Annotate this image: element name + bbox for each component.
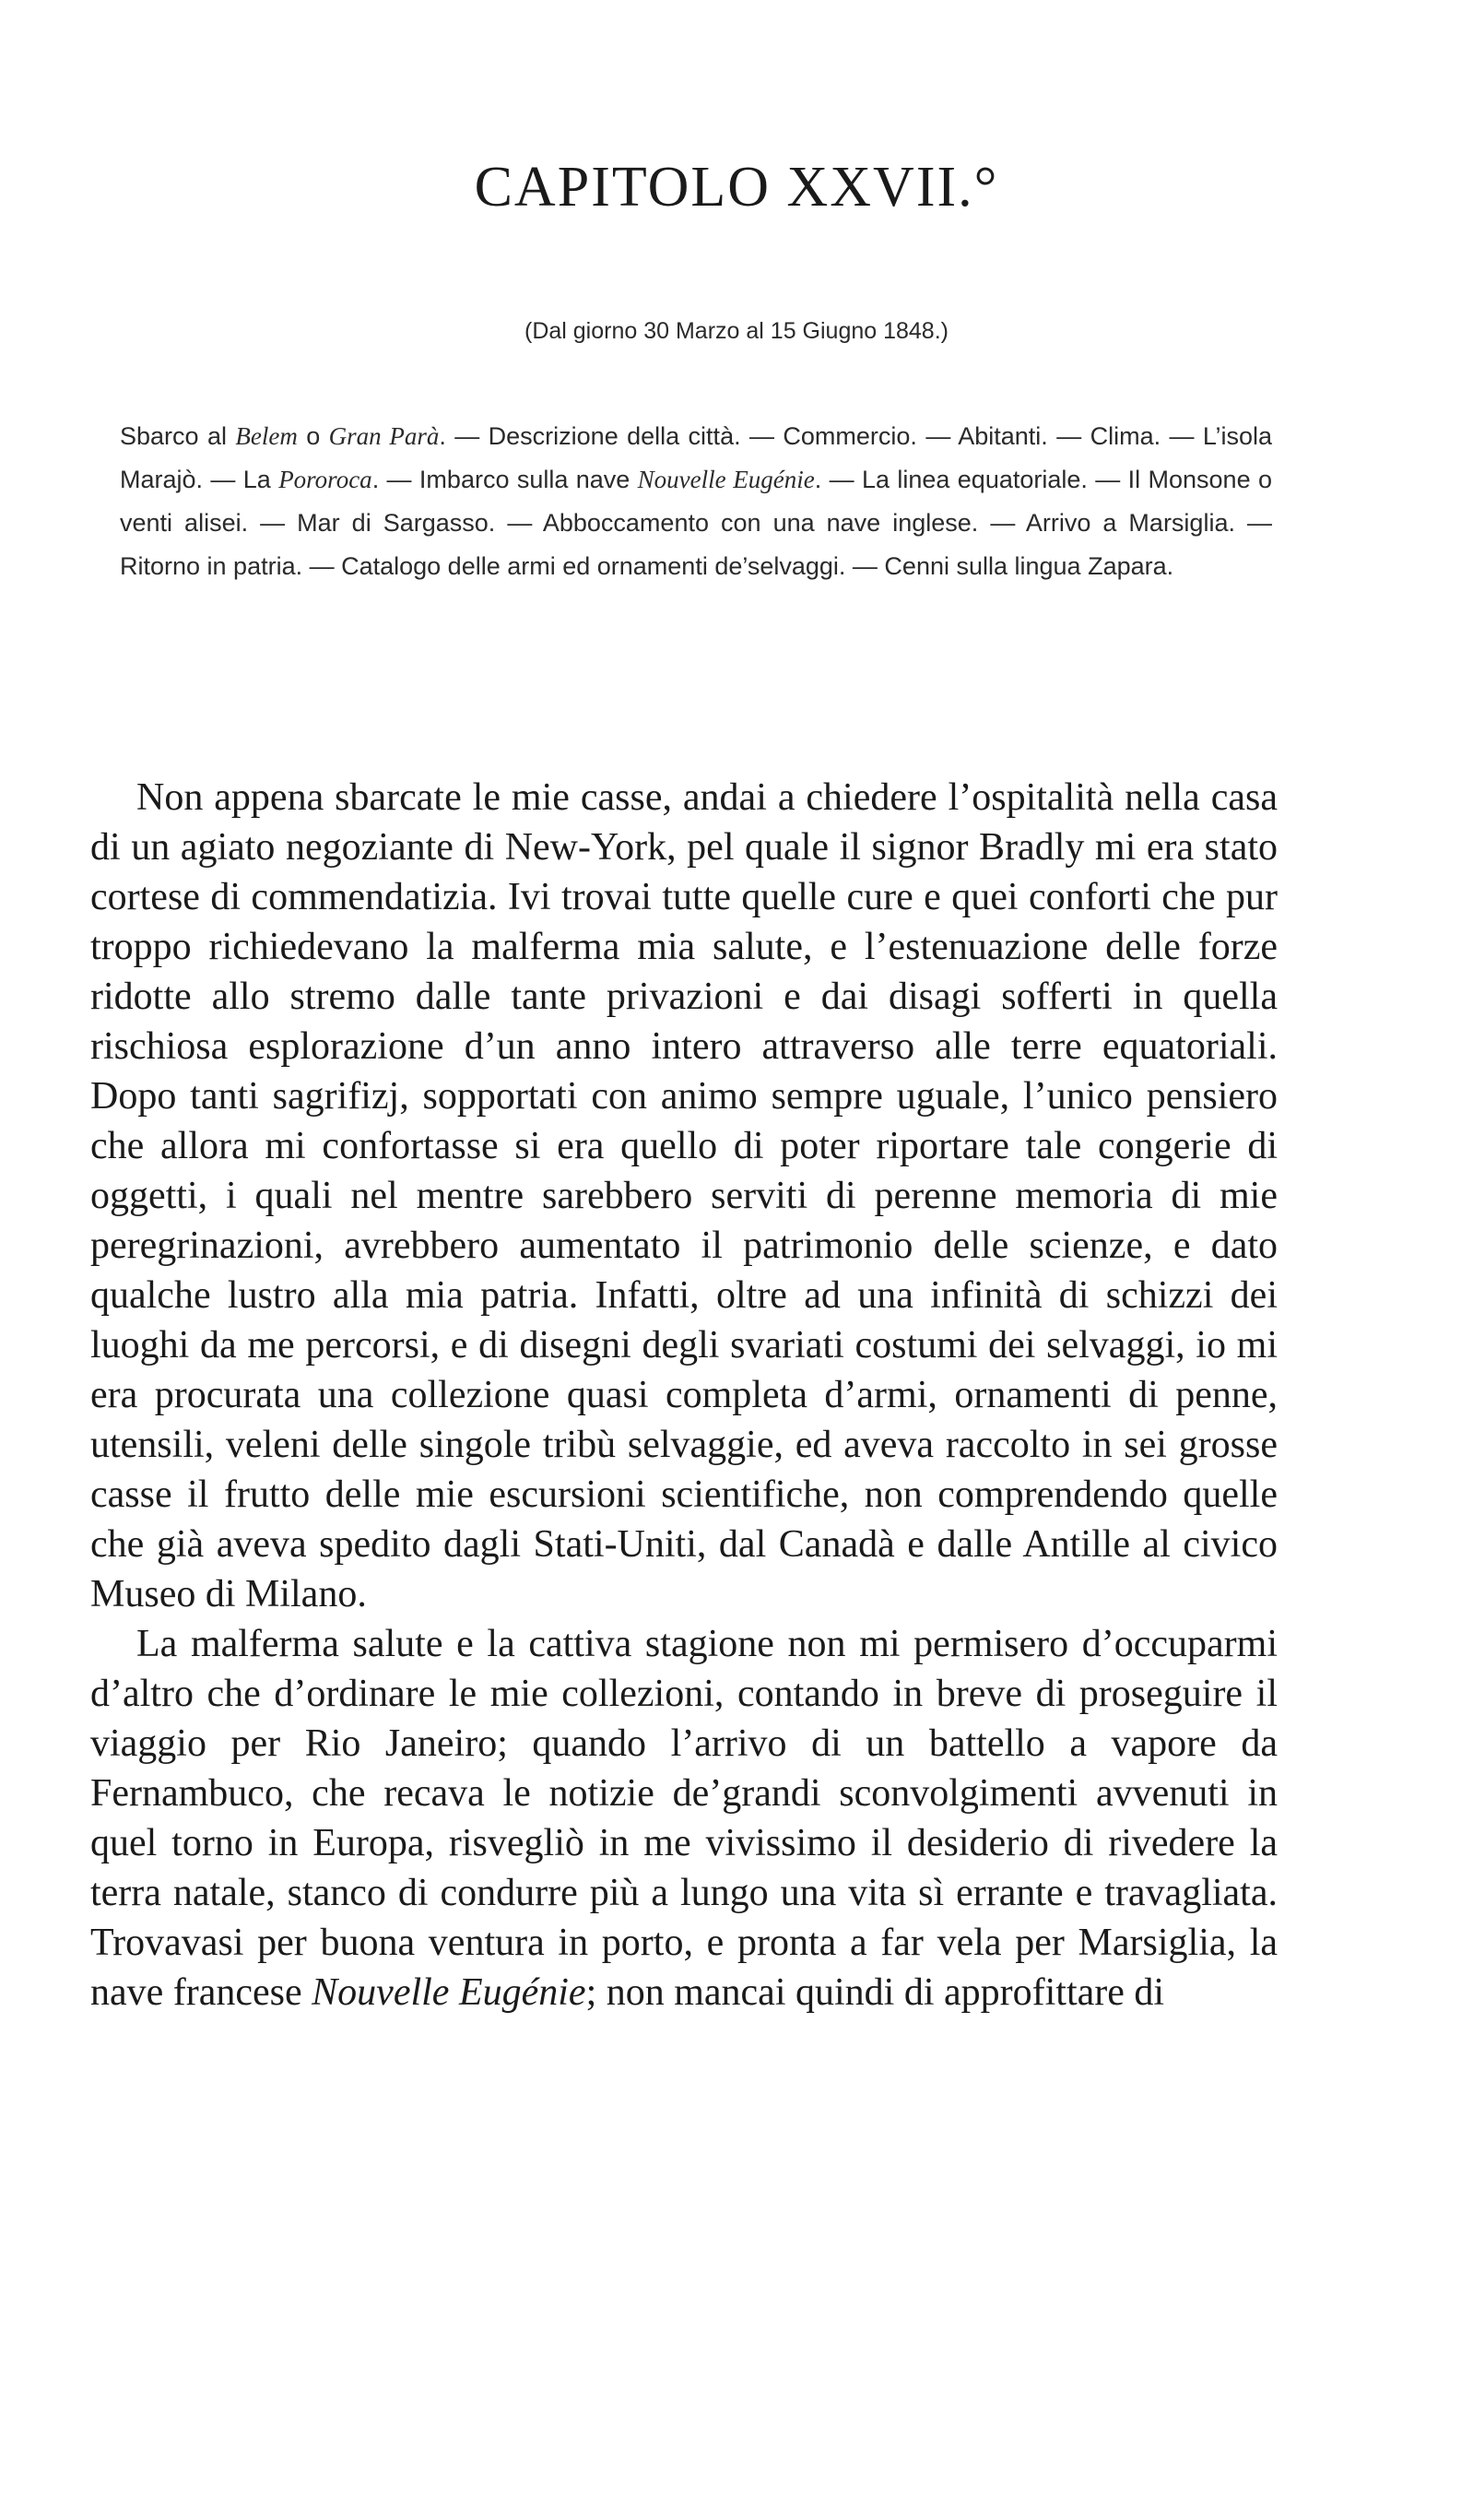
paragraph-1: Non appena sbarcate le mie casse, andai a chiedere l’ospitalità nella casa di un agiato negoziante di New-York, pel quale il signor Bradly mi era stato cortese di commendatizia. Ivi trovai tutte quelle cure e quei conforti che pur troppo richiedevano la malferma mia salute, e l’estenuazione delle forze ridotte allo stremo dalle tante privazioni e dai disagi sofferti in quella rischiosa esplorazione d’un anno intero attraverso alle terre equatoriali. Dopo tanti sagrifizj, sopportati con animo sempre uguale, l’unico pensiero che allora mi confortasse si era quello di poter riportare tale congerie di oggetti, i quali nel mentre sarebbero serviti di perenne memoria di mie peregrinazioni, avrebbero aumentato il patrimonio delle scienze, e dato qualche lustro alla mia patria. Infatti, oltre ad una infinità di schizzi dei luoghi da me percorsi, e di disegni degli svariati costumi dei selvaggi, io mi era procurata una collezione quasi completa d’armi, ornamenti di penne, utensili, veleni delle singole tribù selvaggie, ed aveva raccolto in sei grosse casse il frutto delle mie escursioni scientifiche, non comprendendo quelle che già aveva spedito dagli Stati-Uniti, dal Canadà e dalle Antille al civico Museo di Milano. [90,776,1278,1615]
ship-name: Nouvelle Eugénie [312,1971,586,2014]
paragraph-2-text-end: ; non mancai quindi di approfittare di [585,1971,1165,2014]
chapter-body [90,773,1278,2017]
summary-text: . — La linea equatoriale. — Il Monsone o venti alisei. — Mar di Sargasso. — Abboccamento con una nave inglese. — Arrivo a Marsiglia. — Ritorno in patria. — Catalogo delle armi ed ornamenti de’selvaggi. — Cenni sulla lingua Zapara. [120,466,1272,580]
summary-text: o [297,422,329,450]
chapter-date-range: (Dal giorno 30 Marzo al 15 Giugno 1848.) [524,318,949,344]
chapter-summary [120,415,1272,588]
paragraph-2-text: La malferma salute e la cattiva stagione non mi permisero d’occuparmi d’altro che d’ordinare le mie collezioni, contando in breve di proseguire il viaggio per Rio Janeiro; quando l’arrivo di un battello a vapore da Fernambuco, che recava le notizie de’grandi sconvolgimenti avvenuti in quel torno in Europa, risvegliò in me vivissimo il desiderio di rivedere la terra natale, stanco di condurre più a lungo una vita sì errante e travagliata. Trovavasi per buona ventura in porto, e pronta a far vela per Marsiglia, la nave francese [90,1623,1278,2014]
summary-place-gran-para: Gran Parà [328,422,440,450]
summary-term-pororoca: Pororoca [278,466,372,493]
summary-text: . — Descrizione della città. — Commercio. — Abitanti. — Clima. — L’isola Marajò. — La [120,422,1272,493]
summary-text: . — Imbarco sulla nave [371,466,638,493]
summary-ship-name: Nouvelle Eugénie [637,466,815,493]
paragraph-2 [90,1619,1278,2017]
summary-place-belem: Belem [235,422,298,450]
chapter-title: CAPITOLO XXVII.° [474,156,999,219]
summary-text: Sbarco al [120,422,236,450]
